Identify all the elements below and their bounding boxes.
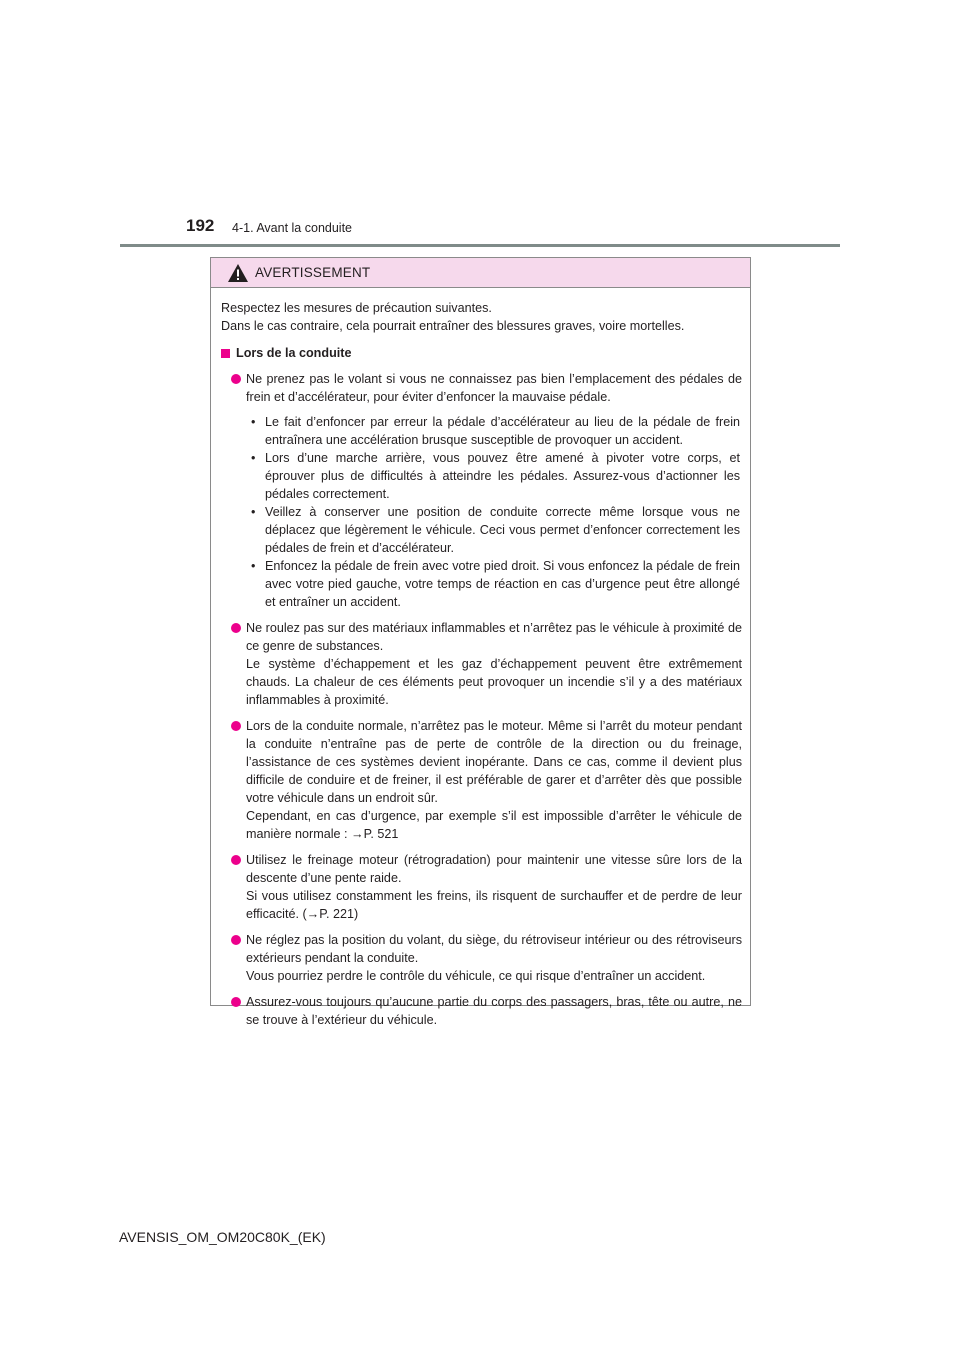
sub-bullet-list: [251, 413, 740, 611]
paragraph: Cependant, en cas d’urgence, par exemple s’il est impossible d’arrêter le véhicule de manière normale : →P. 521: [246, 809, 742, 841]
sub-bullet-mark: •: [251, 505, 256, 519]
paragraph: Lors de la conduite normale, n’arrêtez pas le moteur. Même si l’arrêt du moteur pendant la conduite n’entraîne pas de perte de contrôle de la direction ou du freinage, l’assistance de ces systèmes devient inopérante. Dans ce cas, comme il devient plus difficile de conduire et de freiner, il est préférable de garer et d’arrêter dès que possible votre véhicule dans un endroit sûr.: [246, 719, 742, 805]
warning-item-text: [246, 717, 742, 843]
page-number: 192: [186, 216, 215, 235]
warning-item: [221, 717, 742, 843]
paragraph: Ne réglez pas la position du volant, du siège, du rétroviseur intérieur ou des rétroviseurs extérieurs pendant la conduite.: [246, 933, 742, 965]
sub-bullet-item: [251, 503, 740, 557]
warning-header: [211, 258, 750, 288]
sub-bullet-item: [251, 557, 740, 611]
warning-item: [221, 993, 742, 1029]
warning-item: [221, 851, 742, 923]
sub-bullet-text: Veillez à conserver une position de conduite correcte même lorsque vous ne déplacez que légèrement le véhicule. Ceci vous permet d’enfoncer correctement les pédales de frein et d’accélérateur.: [265, 505, 740, 555]
paragraph: Ne prenez pas le volant si vous ne connaissez pas bien l’emplacement des pédales de frein et d’accélérateur, pour éviter d’enfoncer la mauvaise pédale.: [246, 372, 742, 404]
paragraph: Ne roulez pas sur des matériaux inflammables et n’arrêtez pas le véhicule à proximité de ce genre de substances.: [246, 621, 742, 653]
warning-item-text: [246, 931, 742, 985]
warning-item: [221, 619, 742, 709]
sub-bullet-mark: •: [251, 451, 256, 465]
sub-bullet-item: [251, 413, 740, 449]
sub-bullet-text: Enfoncez la pédale de frein avec votre pied droit. Si vous enfoncez la pédale de frein avec votre pied gauche, votre temps de réaction en cas d’urgence peut être allongé et entraîner un accident.: [265, 559, 740, 609]
paragraph: Utilisez le freinage moteur (rétrogradation) pour maintenir une vitesse sûre lors de la descente d’une pente raide.: [246, 853, 742, 885]
paragraph: Si vous utilisez constamment les freins, ils risquent de surchauffer et de perdre de leur efficacité. (→P. 221): [246, 889, 742, 921]
paragraph: Le système d’échappement et les gaz d’échappement peuvent être extrêmement chauds. La chaleur de ces éléments peut provoquer un incendie s’il y a des matériaux inflammables à proximité.: [246, 657, 742, 707]
circle-bullet-icon: [231, 997, 241, 1007]
sub-bullet-text: Le fait d’enfoncer par erreur la pédale d’accélérateur au lieu de la pédale de frein entraînera une accélération brusque susceptible de provoquer un accident.: [265, 415, 740, 447]
section-title: 4-1. Avant la conduite: [232, 221, 352, 235]
subheading-text: Lors de la conduite: [236, 346, 352, 360]
sub-bullet-text: Lors d’une marche arrière, vous pouvez être amené à pivoter votre corps, et éprouver plus de difficultés à atteindre les pédales. Assurez-vous d’actionner les pédales correctement.: [265, 451, 740, 501]
manual-code: AVENSIS_OM_OM20C80K_(EK): [119, 1229, 326, 1245]
warning-item-text: [246, 851, 742, 923]
header-rule: [120, 244, 840, 247]
warning-intro: [221, 299, 742, 335]
sub-bullet-mark: •: [251, 415, 256, 429]
circle-bullet-icon: [231, 721, 241, 731]
warning-box: [210, 257, 751, 1027]
warning-item-text: [246, 619, 742, 709]
warning-title: AVERTISSEMENT: [255, 265, 371, 280]
paragraph: Vous pourriez perdre le contrôle du véhicule, ce qui risque d’entraîner un accident.: [246, 969, 706, 983]
circle-bullet-icon: [231, 623, 241, 633]
warning-item: [221, 931, 742, 985]
intro-line: Dans le cas contraire, cela pourrait entraîner des blessures graves, voire mortelles.: [221, 319, 685, 333]
square-bullet-icon: [221, 349, 230, 358]
paragraph: Assurez-vous toujours qu’aucune partie du corps des passagers, bras, tête ou autre, ne se trouve à l’extérieur du véhicule.: [246, 995, 742, 1027]
intro-line: Respectez les mesures de précaution suivantes.: [221, 301, 492, 315]
subheading: [221, 344, 742, 362]
warning-item: [221, 370, 742, 406]
sub-bullet-item: [251, 449, 740, 503]
circle-bullet-icon: [231, 935, 241, 945]
circle-bullet-icon: [231, 374, 241, 384]
warning-item-text: [246, 370, 742, 406]
warning-body: [211, 288, 750, 1029]
warning-triangle-icon: [227, 263, 249, 283]
sub-bullet-mark: •: [251, 559, 256, 573]
warning-item-text: [246, 993, 742, 1029]
circle-bullet-icon: [231, 855, 241, 865]
